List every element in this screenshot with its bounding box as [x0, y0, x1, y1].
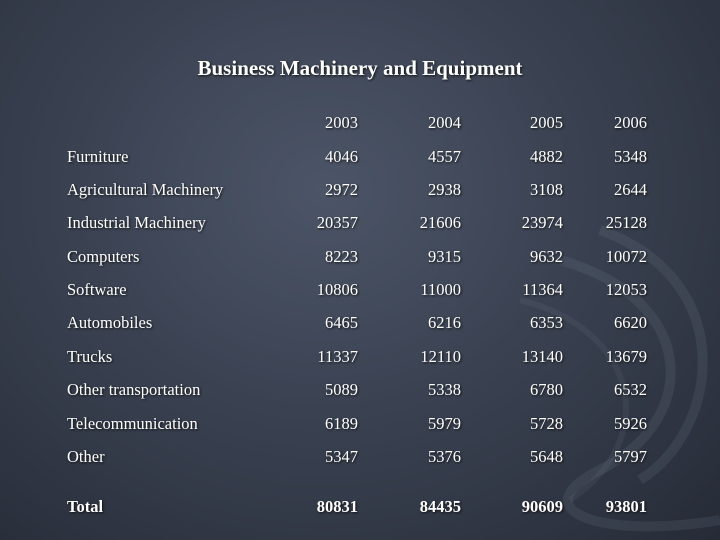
table-cell: 6189 [325, 414, 358, 433]
table-cell: 5347 [325, 447, 358, 466]
year-header: 2004 [428, 113, 461, 132]
table-cell: 8223 [325, 247, 358, 266]
table-cell: 10806 [316, 280, 358, 299]
row-label: Furniture [67, 147, 129, 166]
table-cell: 6532 [614, 380, 647, 399]
table-cell: 20357 [316, 213, 358, 232]
table-cell: 9632 [530, 247, 563, 266]
row-label: Agricultural Machinery [67, 180, 224, 199]
table-cell: 5648 [530, 447, 563, 466]
table-cell: 12053 [605, 280, 647, 299]
table-cell: 6216 [428, 313, 461, 332]
table-cell: 4882 [530, 147, 563, 166]
year-header: 2005 [530, 113, 563, 132]
table-cell: 11364 [522, 280, 563, 299]
table-cell: 5797 [614, 447, 647, 466]
row-label: Computers [67, 247, 140, 266]
table-cell: 5338 [428, 380, 461, 399]
total-label: Total [67, 497, 104, 516]
row-label: Telecommunication [67, 414, 198, 433]
table-cell: 13140 [521, 347, 563, 366]
table-cell: 6620 [614, 313, 647, 332]
table-cell: 10072 [605, 247, 647, 266]
table-cell: 9315 [428, 247, 461, 266]
table-cell: 25128 [605, 213, 647, 232]
table-cell: 12110 [420, 347, 461, 366]
year-header: 2006 [614, 113, 647, 132]
table-cell: 11000 [420, 280, 461, 299]
table-cell: 23974 [521, 213, 563, 232]
table-cell: 3108 [530, 180, 563, 199]
total-cell: 80831 [316, 497, 358, 516]
page-title: Business Machinery and Equipment [197, 56, 523, 80]
table-cell: 5348 [614, 147, 647, 166]
table-cell: 13679 [605, 347, 647, 366]
row-label: Other [67, 447, 105, 466]
table-cell: 4557 [428, 147, 461, 166]
table-cell: 5728 [530, 414, 563, 433]
table-cell: 6353 [530, 313, 563, 332]
row-label: Other transportation [67, 380, 201, 399]
total-cell: 84435 [419, 497, 461, 516]
table-cell: 2644 [614, 180, 647, 199]
table-cell: 5926 [614, 414, 647, 433]
table-cell: 6780 [530, 380, 563, 399]
table-cell: 6465 [325, 313, 358, 332]
table-cell: 2938 [428, 180, 461, 199]
row-label: Trucks [67, 347, 113, 366]
table-cell: 11337 [317, 347, 358, 366]
row-label: Software [67, 280, 127, 299]
table-cell: 5979 [428, 414, 461, 433]
total-cell: 93801 [605, 497, 647, 516]
year-header: 2003 [325, 113, 358, 132]
table-cell: 5089 [325, 380, 358, 399]
table-cell: 21606 [419, 213, 461, 232]
table-cell: 5376 [428, 447, 461, 466]
table-cell: 4046 [325, 147, 358, 166]
row-label: Industrial Machinery [67, 213, 206, 232]
row-label: Automobiles [67, 313, 153, 332]
table-cell: 2972 [325, 180, 358, 199]
total-cell: 90609 [521, 497, 563, 516]
